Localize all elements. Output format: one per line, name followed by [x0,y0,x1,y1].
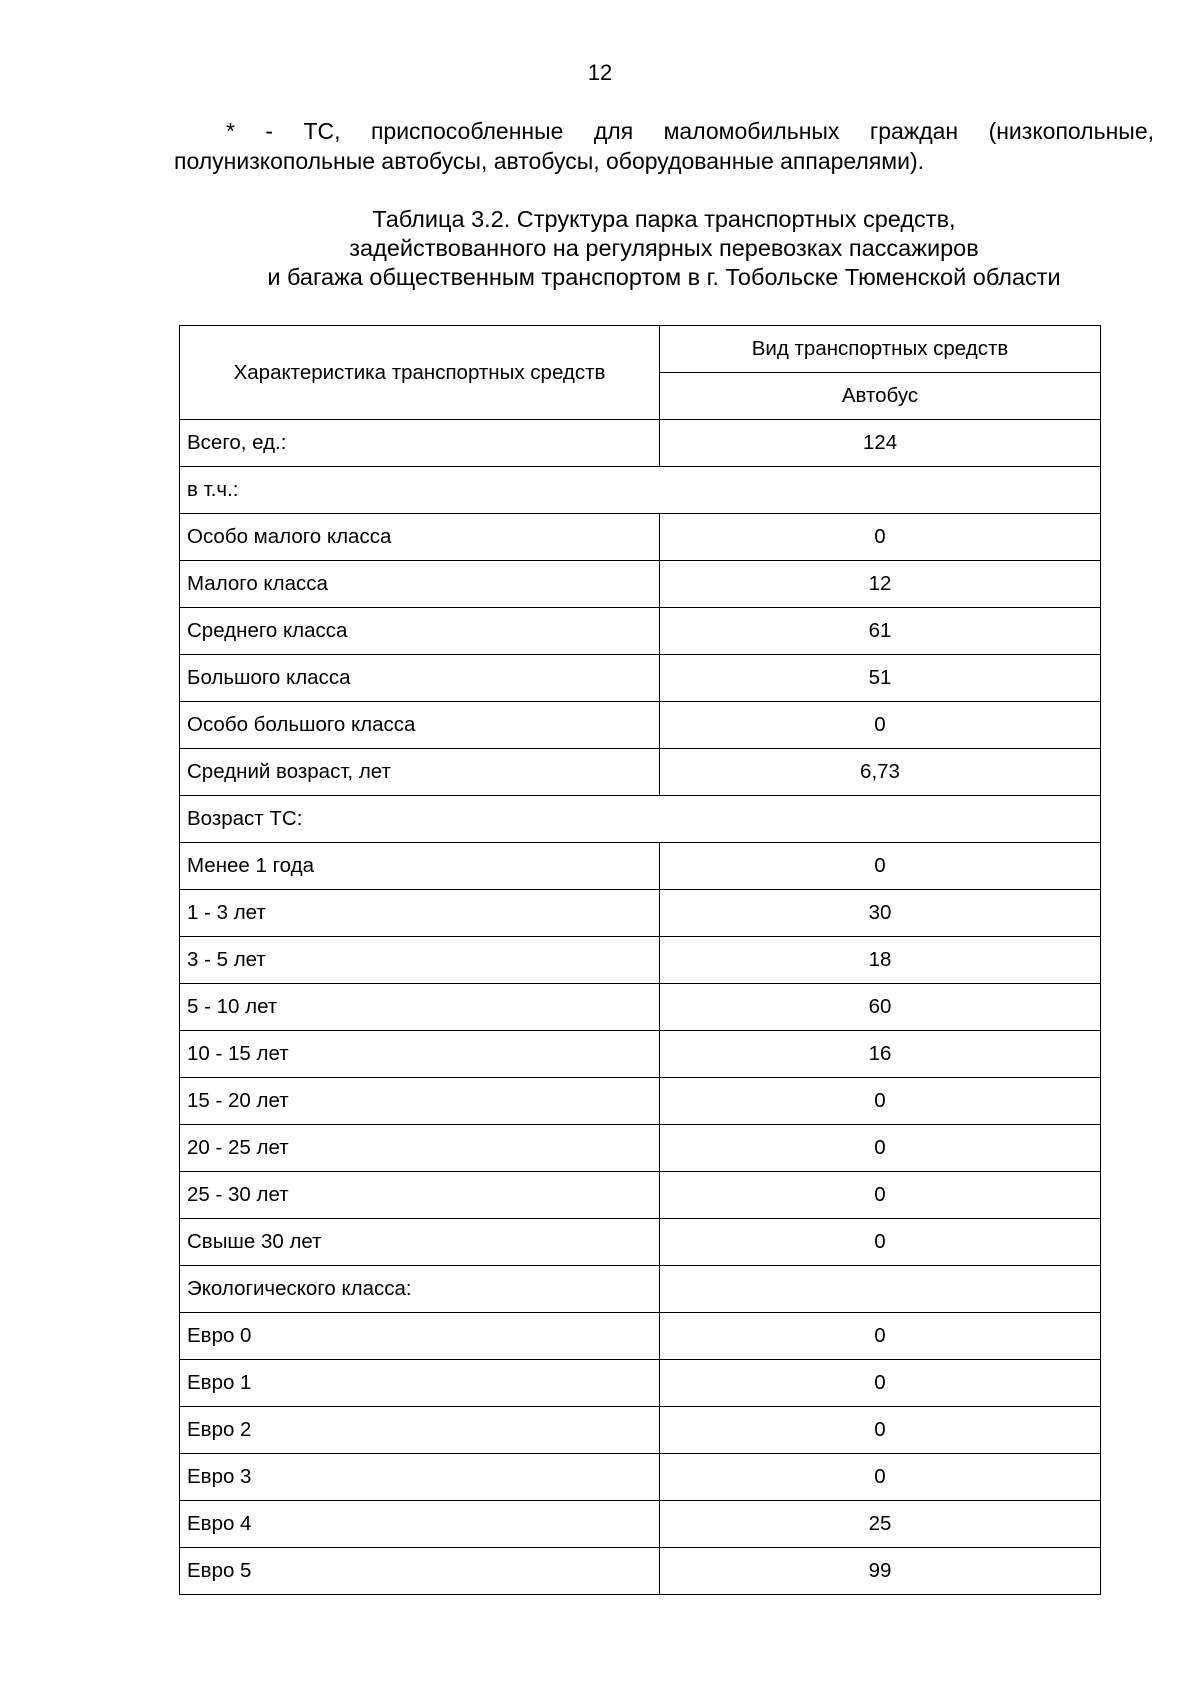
table-row [180,1454,1101,1501]
row-value: 124 [660,420,1101,467]
row-label: Евро 2 [180,1407,660,1454]
table-row [180,655,1101,702]
row-value: 60 [660,984,1101,1031]
table-row [180,1266,1101,1313]
row-label: Евро 5 [180,1548,660,1595]
table-row [180,1125,1101,1172]
table-row [180,890,1101,937]
row-label: Евро 0 [180,1313,660,1360]
table-row [180,1501,1101,1548]
row-label: Свыше 30 лет [180,1219,660,1266]
table-row [180,749,1101,796]
table-row [180,1172,1101,1219]
table-row [180,1360,1101,1407]
row-value: 0 [660,1360,1101,1407]
caption-line-2: задействованного на регулярных перевозках пассажиров [349,235,979,261]
row-value: 0 [660,1313,1101,1360]
row-value: 0 [660,1078,1101,1125]
row-section-label: Возраст ТС: [180,796,1101,843]
row-value: 0 [660,1407,1101,1454]
row-value: 99 [660,1548,1101,1595]
table-row [180,608,1101,655]
row-label: 3 - 5 лет [180,937,660,984]
table-caption [174,205,1154,292]
header-bus: Автобус [660,373,1101,420]
header-vehicle-type: Вид транспортных средств [660,326,1101,373]
row-value: 0 [660,514,1101,561]
table-row [180,420,1101,467]
row-label: Средний возраст, лет [180,749,660,796]
row-value: 16 [660,1031,1101,1078]
row-value: 30 [660,890,1101,937]
row-value: 51 [660,655,1101,702]
table-row [180,467,1101,514]
row-label: Особо малого класса [180,514,660,561]
row-value: 12 [660,561,1101,608]
row-value: 0 [660,1125,1101,1172]
caption-line-1: Таблица 3.2. Структура парка транспортных средств, [372,206,956,232]
table-row [180,843,1101,890]
row-value: 0 [660,1219,1101,1266]
table-header-row [180,326,1101,373]
row-label: 20 - 25 лет [180,1125,660,1172]
row-label: Малого класса [180,561,660,608]
row-section-label: в т.ч.: [180,467,1101,514]
table-row [180,937,1101,984]
row-label: Среднего класса [180,608,660,655]
header-characteristic: Характеристика транспортных средств [180,326,660,420]
table-row [180,514,1101,561]
row-label: 15 - 20 лет [180,1078,660,1125]
table-row [180,1219,1101,1266]
row-label: Евро 1 [180,1360,660,1407]
row-value: 6,73 [660,749,1101,796]
page-number: 12 [587,60,613,85]
row-label: Большого класса [180,655,660,702]
row-label: Евро 4 [180,1501,660,1548]
row-value [660,1266,1101,1313]
row-label: 5 - 10 лет [180,984,660,1031]
row-label: 1 - 3 лет [180,890,660,937]
table-body [180,420,1101,1595]
caption-line-3: и багажа общественным транспортом в г. Тобольске Тюменской области [267,264,1061,290]
table-row [180,1548,1101,1595]
row-label: Особо большого класса [180,702,660,749]
row-label: Экологического класса: [180,1266,660,1313]
footnote-text: * - ТС, приспособленные для маломобильных граждан (низкопольные, полунизкопольные автобусы, автобусы, оборудованные аппарелями). [174,118,1154,174]
row-label: Евро 3 [180,1454,660,1501]
row-label: 25 - 30 лет [180,1172,660,1219]
row-value: 0 [660,1454,1101,1501]
table-row [180,1078,1101,1125]
table-row [180,561,1101,608]
table-row [180,984,1101,1031]
row-label: Всего, ед.: [180,420,660,467]
row-label: 10 - 15 лет [180,1031,660,1078]
row-value: 0 [660,702,1101,749]
table-row [180,796,1101,843]
row-value: 18 [660,937,1101,984]
row-value: 25 [660,1501,1101,1548]
row-value: 0 [660,843,1101,890]
table-row [180,702,1101,749]
table-row [180,1313,1101,1360]
row-value: 61 [660,608,1101,655]
row-value: 0 [660,1172,1101,1219]
fleet-structure-table [179,325,1101,1595]
row-label: Менее 1 года [180,843,660,890]
table-row [180,1031,1101,1078]
table-row [180,1407,1101,1454]
